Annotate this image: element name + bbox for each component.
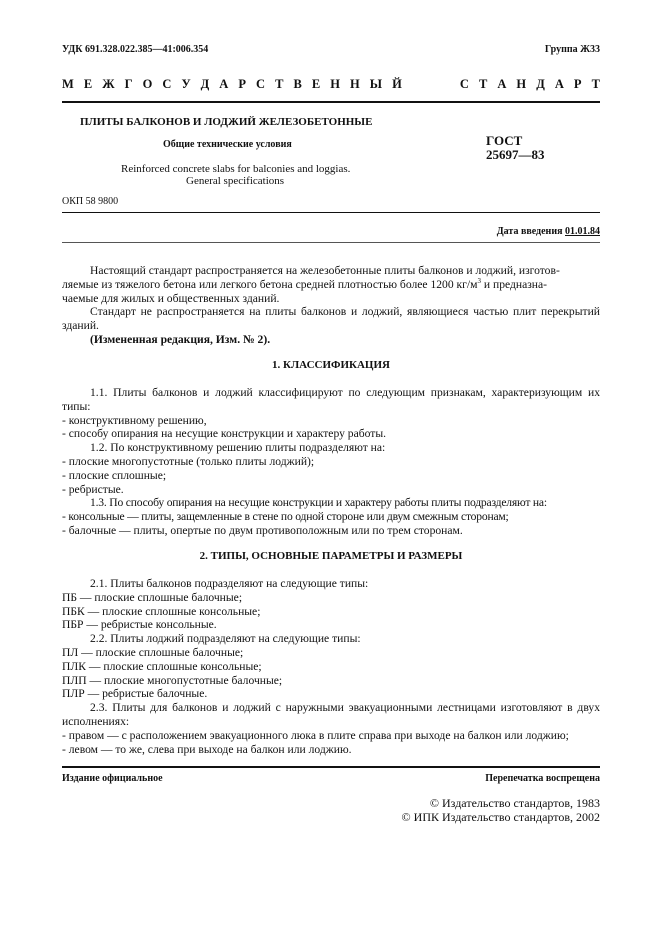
group-code: Группа Ж33 bbox=[544, 44, 600, 55]
banner-letter: Й bbox=[392, 77, 402, 91]
banner-letter: С bbox=[256, 77, 266, 91]
intro-paragraph-2: Стандарт не распространяется на плиты балконов и лоджий, являющиеся частью плит перекрытий зданий. bbox=[62, 305, 600, 333]
section-2-heading: 2. ТИПЫ, ОСНОВНЫЕ ПАРАМЕТРЫ И РАЗМЕРЫ bbox=[199, 550, 463, 562]
banner-letter: Т bbox=[275, 77, 284, 91]
copyright-2002: © ИПК Издательство стандартов, 2002 bbox=[401, 810, 600, 824]
introduction-date bbox=[497, 226, 600, 237]
header-rule bbox=[62, 101, 600, 103]
gost-number: 25697—83 bbox=[486, 147, 545, 162]
intro-p1-superscript: 3 bbox=[477, 276, 481, 285]
title-rule bbox=[62, 212, 600, 213]
list-item: ПБР — ребристые консольные. bbox=[62, 618, 217, 632]
banner-letter: А bbox=[219, 77, 229, 91]
clause-1-3: 1.3. По способу опирания на несущие конструкции и характеру работы плиты подразделяют на: bbox=[90, 496, 547, 510]
banner-letter: Н bbox=[330, 77, 340, 91]
banner-letter: О bbox=[142, 77, 153, 91]
clause-1-1: 1.1. Плиты балконов и лоджий классифицируют по следующим признакам, характеризующим их типы: bbox=[62, 386, 600, 413]
list-item: - ребристые. bbox=[62, 482, 124, 496]
clause-1-2: 1.2. По конструктивному решению плиты подразделяют на: bbox=[90, 441, 386, 455]
banner-letter: У bbox=[181, 77, 191, 91]
banner-letter: Г bbox=[124, 77, 133, 91]
list-item: ПБ — плоские сплошные балочные; bbox=[62, 590, 243, 604]
banner-letter: В bbox=[293, 77, 302, 91]
banner-letter: А bbox=[497, 77, 507, 91]
footer-rule bbox=[62, 766, 600, 768]
amendment-note: (Измененная редакция, Изм. № 2). bbox=[90, 332, 271, 346]
intro-paragraph-1-line-2 bbox=[62, 278, 600, 292]
banner-letter: Е bbox=[83, 77, 93, 91]
english-title-line-1: Reinforced concrete slabs for balconies and loggias. bbox=[121, 163, 351, 175]
udk-code: УДК 691.328.022.385—41:006.354 bbox=[62, 44, 209, 55]
date-rule bbox=[62, 242, 600, 243]
clause-2-2: 2.2. Плиты лоджий подразделяют на следующие типы: bbox=[90, 632, 361, 646]
banner-letter: Т bbox=[591, 77, 600, 91]
document-title: ПЛИТЫ БАЛКОНОВ И ЛОДЖИЙ ЖЕЛЕЗОБЕТОННЫЕ bbox=[80, 116, 373, 128]
banner-letter: Р bbox=[573, 77, 582, 91]
introduction-date-label: Дата введения bbox=[496, 226, 563, 237]
banner-letter bbox=[428, 77, 434, 95]
list-item: ПЛК — плоские сплошные консольные; bbox=[62, 659, 262, 673]
list-item: ПБК — плоские сплошные консольные; bbox=[62, 604, 261, 618]
list-item: ПЛР — ребристые балочные. bbox=[62, 687, 208, 701]
banner-letter bbox=[412, 77, 418, 95]
banner-letter: Т bbox=[478, 77, 488, 91]
banner-letter: С bbox=[459, 77, 469, 91]
section-1-heading: 1. КЛАССИФИКАЦИЯ bbox=[272, 359, 390, 371]
gost-label: ГОСТ bbox=[486, 133, 523, 148]
list-item: - балочные — плиты, опертые по двум противоположным или по трем сторонам. bbox=[62, 523, 463, 537]
intro-p1-text-end: и предназна- bbox=[480, 277, 548, 291]
banner-letter: М bbox=[62, 77, 74, 91]
intro-paragraph-1-line-3: чаемые для жилых и общественных зданий. bbox=[62, 291, 280, 305]
list-item: - консольные — плиты, защемленные в стене по одной стороне или двум смежным сторонам; bbox=[62, 510, 509, 524]
banner-letter: Ж bbox=[102, 77, 115, 91]
list-item: ПЛ — плоские сплошные балочные; bbox=[62, 645, 244, 659]
interstate-standard-banner bbox=[62, 77, 600, 95]
banner-letter: Д bbox=[200, 77, 210, 91]
banner-letter: Н bbox=[349, 77, 360, 91]
copyright-1983: © Издательство стандартов, 1983 bbox=[429, 796, 600, 810]
english-title-line-2: General specifications bbox=[186, 175, 285, 187]
list-item: - левом — то же, слева при выходе на балкон или лоджию. bbox=[62, 742, 352, 756]
banner-letter: Р bbox=[238, 77, 246, 91]
official-edition: Издание официальное bbox=[62, 773, 163, 784]
section-2-body bbox=[62, 577, 600, 756]
intro-section bbox=[62, 264, 600, 347]
okp-code: ОКП 58 9800 bbox=[62, 196, 119, 207]
section-1-body bbox=[62, 386, 600, 538]
introduction-date-value: 01.01.84 bbox=[565, 226, 600, 237]
banner-letter: А bbox=[554, 77, 564, 91]
clause-2-3: 2.3. Плиты для балконов и лоджий с наружными эвакуационными лестницами изготовляют в двух исполнениях: bbox=[62, 701, 600, 728]
list-item: - плоские сплошные; bbox=[62, 468, 167, 482]
banner-letter: Д bbox=[536, 77, 545, 91]
document-subtitle: Общие технические условия bbox=[163, 139, 292, 150]
intro-p1-text: ляемые из тяжелого бетона или легкого бетона средней плотностью более 1200 кг/м bbox=[62, 277, 478, 291]
list-item: - конструктивному решению, bbox=[62, 413, 207, 427]
banner-letter: Ы bbox=[369, 77, 383, 91]
reprint-prohibited: Перепечатка воспрещена bbox=[485, 773, 600, 784]
banner-letter: С bbox=[162, 77, 172, 91]
banner-letter: Е bbox=[311, 77, 321, 91]
banner-letter: Н bbox=[516, 77, 527, 91]
list-item: ПЛП — плоские многопустотные балочные; bbox=[62, 673, 283, 687]
intro-paragraph-1-line-1: Настоящий стандарт распространяется на железобетонные плиты балконов и лоджий, изготов- bbox=[90, 264, 560, 277]
list-item: - способу опирания на несущие конструкции и характеру работы. bbox=[62, 427, 387, 441]
list-item: - плоские многопустотные (только плиты лоджий); bbox=[62, 454, 315, 468]
banner-letter bbox=[444, 77, 450, 95]
clause-2-1: 2.1. Плиты балконов подразделяют на следующие типы: bbox=[90, 577, 369, 590]
list-item: - правом — с расположением эвакуационного люка в плите справа при выходе на балкон или лоджию; bbox=[62, 728, 569, 742]
